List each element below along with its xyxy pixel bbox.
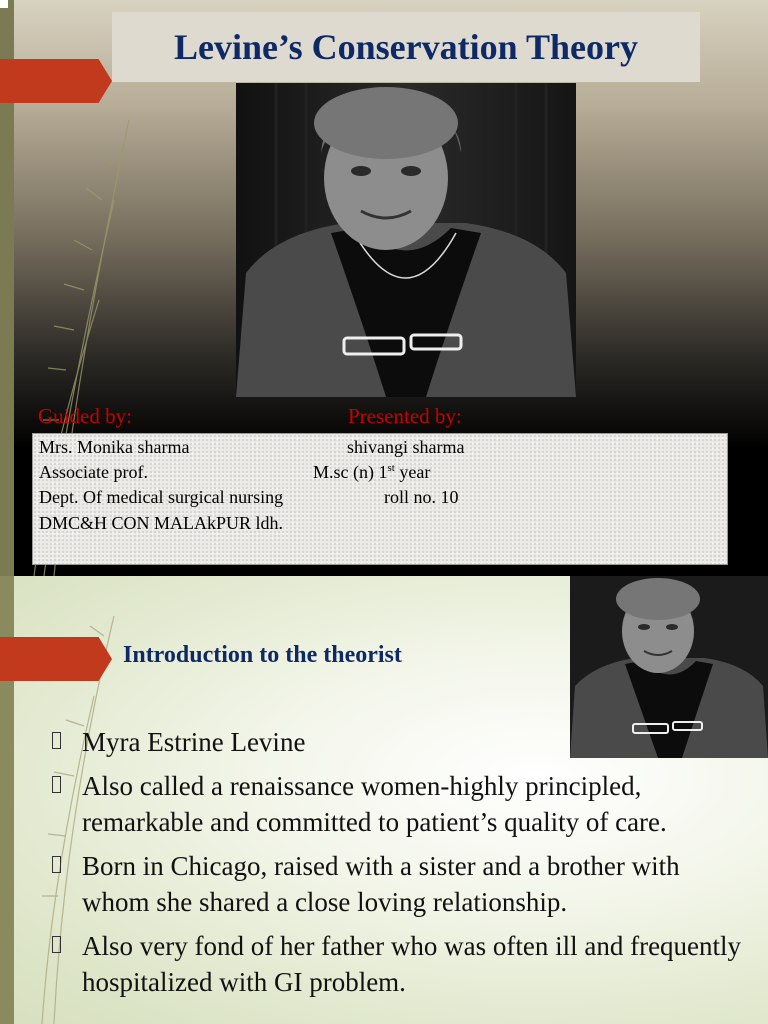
presenter-course: M.sc (n) 1st year bbox=[313, 462, 431, 482]
list-item: Myra Estrine Levine bbox=[52, 724, 752, 760]
bullet-list bbox=[52, 724, 752, 1008]
section-title: Introduction to the theorist bbox=[123, 642, 402, 668]
slide-title: Levine’s Conservation Theory bbox=[174, 27, 638, 67]
portrait-photo bbox=[236, 83, 576, 397]
guided-by-label: Guided by: bbox=[38, 404, 132, 428]
bullet-box-icon bbox=[52, 856, 61, 873]
guide-institution: DMC&H CON MALAkPUR ldh. bbox=[39, 513, 284, 533]
credits-box bbox=[32, 433, 728, 565]
list-item: Born in Chicago, raised with a sister and a brother with whom she shared a close loving relationship. bbox=[52, 848, 752, 920]
presenter-roll: roll no. 10 bbox=[384, 487, 459, 507]
bullet-box-icon bbox=[52, 776, 61, 793]
list-item: Also very fond of her father who was often ill and frequently hospitalized with GI problem. bbox=[52, 928, 752, 1000]
presenter-name: shivangi sharma bbox=[347, 437, 465, 457]
corner-marker bbox=[0, 0, 8, 8]
list-item: Also called a renaissance women-highly principled, remarkable and committed to patient’s quality of care. bbox=[52, 768, 752, 840]
title-box bbox=[112, 12, 700, 82]
bullet-box-icon bbox=[52, 732, 61, 749]
arrow-tab-icon bbox=[0, 637, 112, 681]
arrow-tab-icon bbox=[0, 59, 112, 103]
guide-designation: Associate prof. bbox=[39, 462, 148, 482]
guide-department: Dept. Of medical surgical nursing bbox=[39, 487, 284, 507]
intro-slide bbox=[0, 576, 768, 1024]
guide-name: Mrs. Monika sharma bbox=[39, 437, 190, 457]
presented-by-label: Presented by: bbox=[348, 404, 462, 428]
bullet-box-icon bbox=[52, 936, 61, 953]
